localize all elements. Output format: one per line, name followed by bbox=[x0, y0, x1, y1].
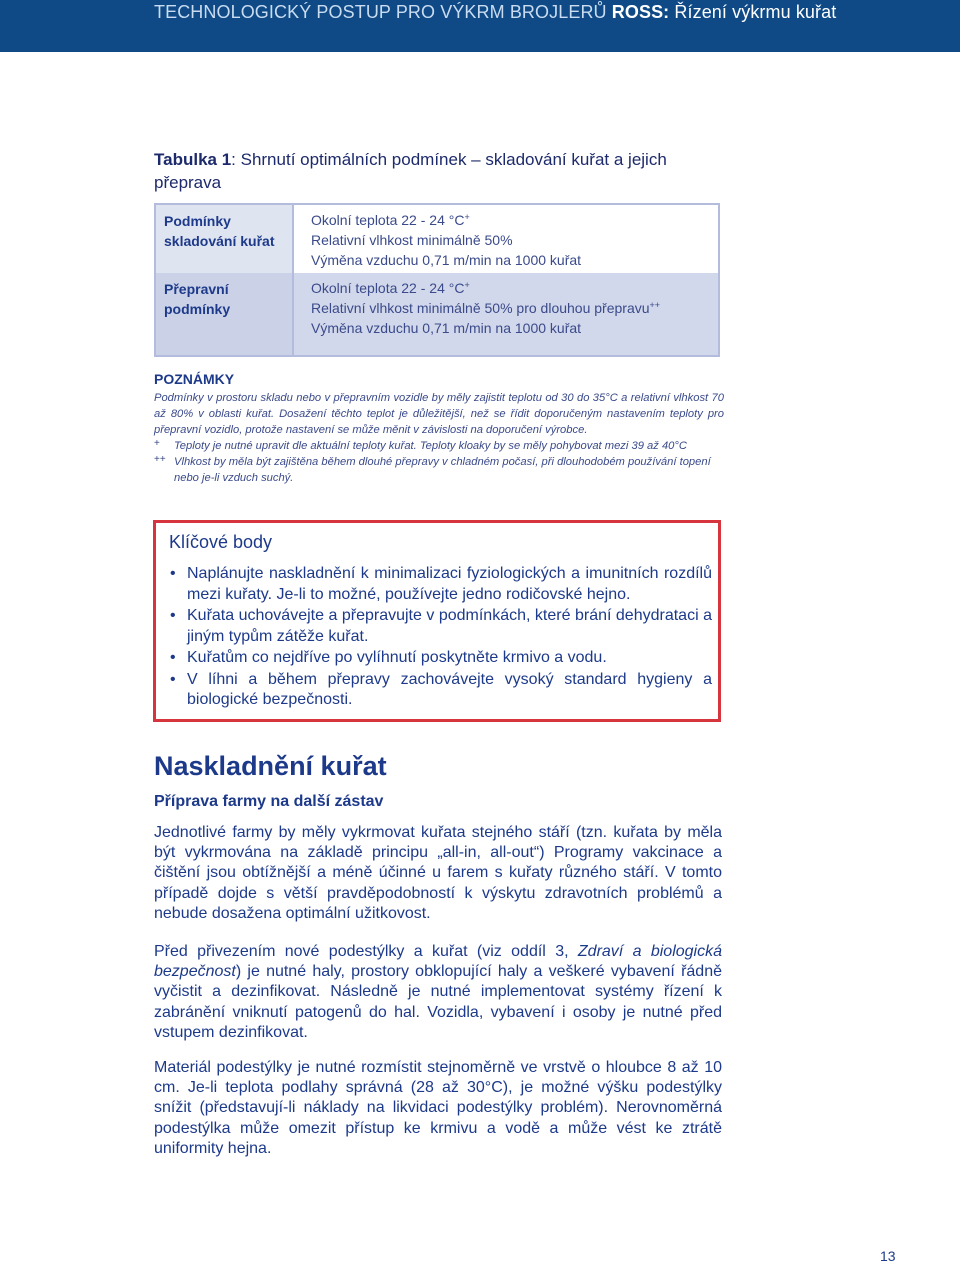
list-item: • Naplánujte naskladnění k minimalizaci fyziologických a imunitních rozdílů mezi kuřaty. Je-li to možné, používejte jedno rodičovské hejno. bbox=[170, 565, 712, 603]
notes-text: Podmínky v prostoru skladu nebo v přepravním vozidle by měly zajistit teplotu od 30 do 35°C a relativní vlhkost 70 až 80% v oblasti kuřat. Dosažení těchto teplot je důležitější, než se řídit doporučeným nastavením teploty pro přepravní vozidlo, protože nastavení se může měnit v závislosti na doporučení výrobce. bbox=[154, 392, 724, 436]
table-column-divider bbox=[292, 205, 294, 355]
section-reference: Zdraví a biologická bezpečnost bbox=[154, 943, 722, 981]
bullet-icon: • bbox=[170, 607, 176, 624]
key-points-box bbox=[153, 520, 721, 722]
footnote-mark: + bbox=[154, 438, 160, 449]
table-cell-humidity: Relativní vlhkost minimálně 50% bbox=[311, 232, 513, 248]
paragraph: Před přivezením nové podestýlky a kuřat (viz oddíl 3, Zdraví a biologická bezpečnost) je nutné haly, prostory obklopující haly a veškeré vybavení řádně vyčistit a dezinfikovat. Následně je nutné implementovat systémy řízení k zabránění vniknutí patogenů do hal. Vozidla, vybavení i osoby je nutné před vstupem dezinfikovat. bbox=[154, 943, 722, 1041]
footnote bbox=[154, 454, 724, 486]
footnote-text: Teploty je nutné upravit dle aktuální teploty kuřat. Teploty kloaky by se měly pohybovat mezi 39 až 40°C bbox=[174, 440, 687, 452]
bullet-icon: • bbox=[170, 670, 176, 688]
notes-section bbox=[154, 370, 724, 486]
page-number: 13 bbox=[880, 1248, 896, 1264]
table-cell-temperature: Okolní teplota 22 - 24 °C+ bbox=[311, 280, 470, 296]
table-row-values bbox=[294, 273, 718, 355]
paragraph: Jednotlivé farmy by měly vykrmovat kuřata stejného stáří (tzn. kuřata by měla být vykrmována na základě principu „all-in, all-out“) Programy vakcinace a čištění jsou obtížnější a méně účinné u farem s kuřaty různého stáří. V tomto případě dojde s větší pravděpodobností k výskytu zdravotních problémů a nebude dosažena optimální užitkovost. bbox=[154, 824, 722, 922]
table-row-values bbox=[294, 205, 718, 273]
header-brand: ROSS: bbox=[611, 2, 670, 22]
bullet-icon: • bbox=[170, 565, 176, 582]
header-title bbox=[154, 1, 836, 23]
table-caption bbox=[154, 148, 724, 194]
conditions-table bbox=[154, 203, 720, 357]
table-cell-temperature: Okolní teplota 22 - 24 °C+ bbox=[311, 212, 470, 228]
section-heading: Naskladnění kuřat bbox=[154, 751, 387, 781]
table-cell-humidity: Relativní vlhkost minimálně 50% pro dlouhou přepravu++ bbox=[311, 300, 661, 316]
table-row-label: Přepravní podmínky bbox=[164, 281, 231, 317]
key-points-title: Klíčové body bbox=[169, 532, 273, 552]
section-subheading: Příprava farmy na další zástav bbox=[154, 793, 384, 810]
header-doc-title: TECHNOLOGICKÝ POSTUP PRO VÝKRM BROJLERŮ bbox=[154, 2, 607, 22]
header-subtitle: Řízení výkrmu kuřat bbox=[674, 2, 837, 22]
table-row bbox=[156, 205, 718, 273]
key-points-list bbox=[170, 564, 712, 712]
footnote-mark: ++ bbox=[154, 454, 166, 465]
table-row bbox=[156, 273, 718, 355]
list-item: • Kuřata uchovávejte a přepravujte v podmínkách, které brání dehydrataci a jiným typům zátěže kuřat. bbox=[170, 607, 712, 645]
footnote bbox=[154, 438, 724, 454]
table-cell-ventilation: Výměna vzduchu 0,71 m/min na 1000 kuřat bbox=[311, 252, 582, 268]
table-caption-text: : Shrnutí optimálních podmínek – skladování kuřat a jejich přeprava bbox=[154, 150, 667, 192]
notes-heading: POZNÁMKY bbox=[154, 371, 235, 387]
bullet-icon: • bbox=[170, 649, 176, 666]
list-item: • V líhni a během přepravy zachovávejte vysoký standard hygieny a biologické bezpečnosti. bbox=[170, 670, 712, 708]
paragraph: Materiál podestýlky je nutné rozmístit stejnoměrně ve vrstvě o hloubce 8 až 10 cm. Je-li teplota podlahy správná (28 až 30°C), je možné výšku podestýlky snížit (představují-li náklady na likvidaci podestýlky problém). Nerovnoměrná podestýlka může omezit přístup ke krmivu a vodě a může vést ke ztrátě uniformity hejna. bbox=[154, 1059, 722, 1157]
page-header bbox=[0, 0, 960, 52]
footnote-text: Vlhkost by měla být zajištěna během dlouhé přepravy v chladném počasí, při dlouhodobém používání topení nebo je-li vzduch suchý. bbox=[174, 456, 711, 484]
table-cell-ventilation: Výměna vzduchu 0,71 m/min na 1000 kuřat bbox=[311, 320, 582, 336]
table-row-label: Podmínky skladování kuřat bbox=[164, 213, 275, 249]
list-item: • Kuřatům co nejdříve po vylíhnutí poskytněte krmivo a vodu. bbox=[170, 648, 712, 669]
table-caption-label: Tabulka 1 bbox=[154, 150, 232, 169]
